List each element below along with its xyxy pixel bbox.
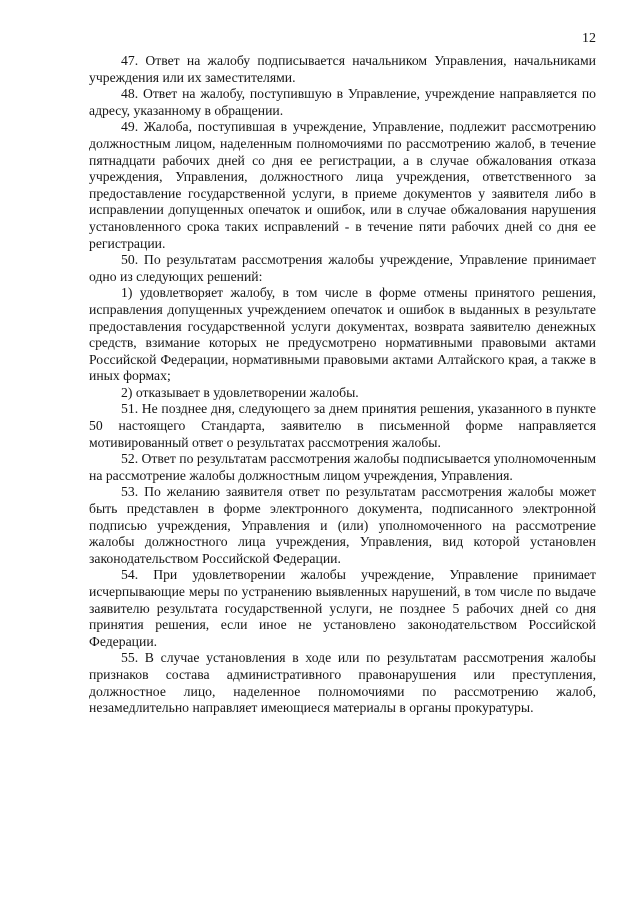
paragraph-53: 53. По желанию заявителя ответ по результатам рассмотрения жалобы может быть представлен в форме электронного документа, подписанного электронной подписью учреждения, Управления и (или) уполномоченного на рассмотрение жалобы должностного лица учреждения, Управления, вид которой установлен законодательством Российской Федерации. bbox=[89, 484, 596, 566]
paragraph-55: 55. В случае установления в ходе или по результатам рассмотрения жалобы признаков состава административного правонарушения или преступления, должностное лицо, наделенное полномочиями по рассмотрению жалоб, незамедлительно направляет имеющиеся материалы в органы прокуратуры. bbox=[89, 650, 596, 716]
paragraph-47: 47. Ответ на жалобу подписывается начальником Управления, начальниками учреждения или их заместителями. bbox=[89, 53, 596, 85]
page-number: 12 bbox=[582, 31, 596, 46]
paragraph-54: 54. При удовлетворении жалобы учреждение, Управление принимает исчерпывающие меры по устранению выявленных нарушений, в том числе по выдаче заявителю результата государственной услуги, не позднее 5 рабочих дней со дня принятия решения, если иное не установлено законодательством Российской Федерации. bbox=[89, 567, 596, 649]
paragraph-50: 50. По результатам рассмотрения жалобы учреждение, Управление принимает одно из следующих решений: bbox=[89, 252, 596, 284]
paragraph-51: 51. Не позднее дня, следующего за днем принятия решения, указанного в пункте 50 настоящего Стандарта, заявителю в письменной форме направляется мотивированный ответ о результатах рассмотрения жалобы. bbox=[89, 401, 596, 450]
paragraph-50-item-2: 2) отказывает в удовлетворении жалобы. bbox=[121, 384, 359, 400]
paragraph-48: 48. Ответ на жалобу, поступившую в Управление, учреждение направляется по адресу, указанному в обращении. bbox=[89, 86, 596, 118]
paragraph-50-item-1: 1) удовлетворяет жалобу, в том числе в форме отмены принятого решения, исправления допущенных учреждением опечаток и ошибок в выданных в результате предоставления государственной услуги документах, возврата заявителю денежных средств, взимание которых не предусмотрено нормативными правовыми актами Российской Федерации, нормативными правовыми актами Алтайского края, а также в иных формах; bbox=[89, 285, 596, 384]
paragraph-49: 49. Жалоба, поступившая в учреждение, Управление, подлежит рассмотрению должностным лицом, наделенным полномочиями по рассмотрению жалоб, в течение пятнадцати рабочих дней со дня ее регистрации, а в случае обжалования отказа учреждения, Управления, должностного лица учреждения, ответственного за предоставление государственной услуги, в приеме документов у заявителя либо в исправлении допущенных опечаток и ошибок, или в случае обжалования нарушения установленного срока таких исправлений - в течение пяти рабочих дней со дня ее регистрации. bbox=[89, 119, 596, 251]
document-body bbox=[89, 53, 596, 717]
paragraph-52: 52. Ответ по результатам рассмотрения жалобы подписывается уполномоченным на рассмотрение жалобы должностным лицом учреждения, Управления. bbox=[89, 451, 596, 483]
